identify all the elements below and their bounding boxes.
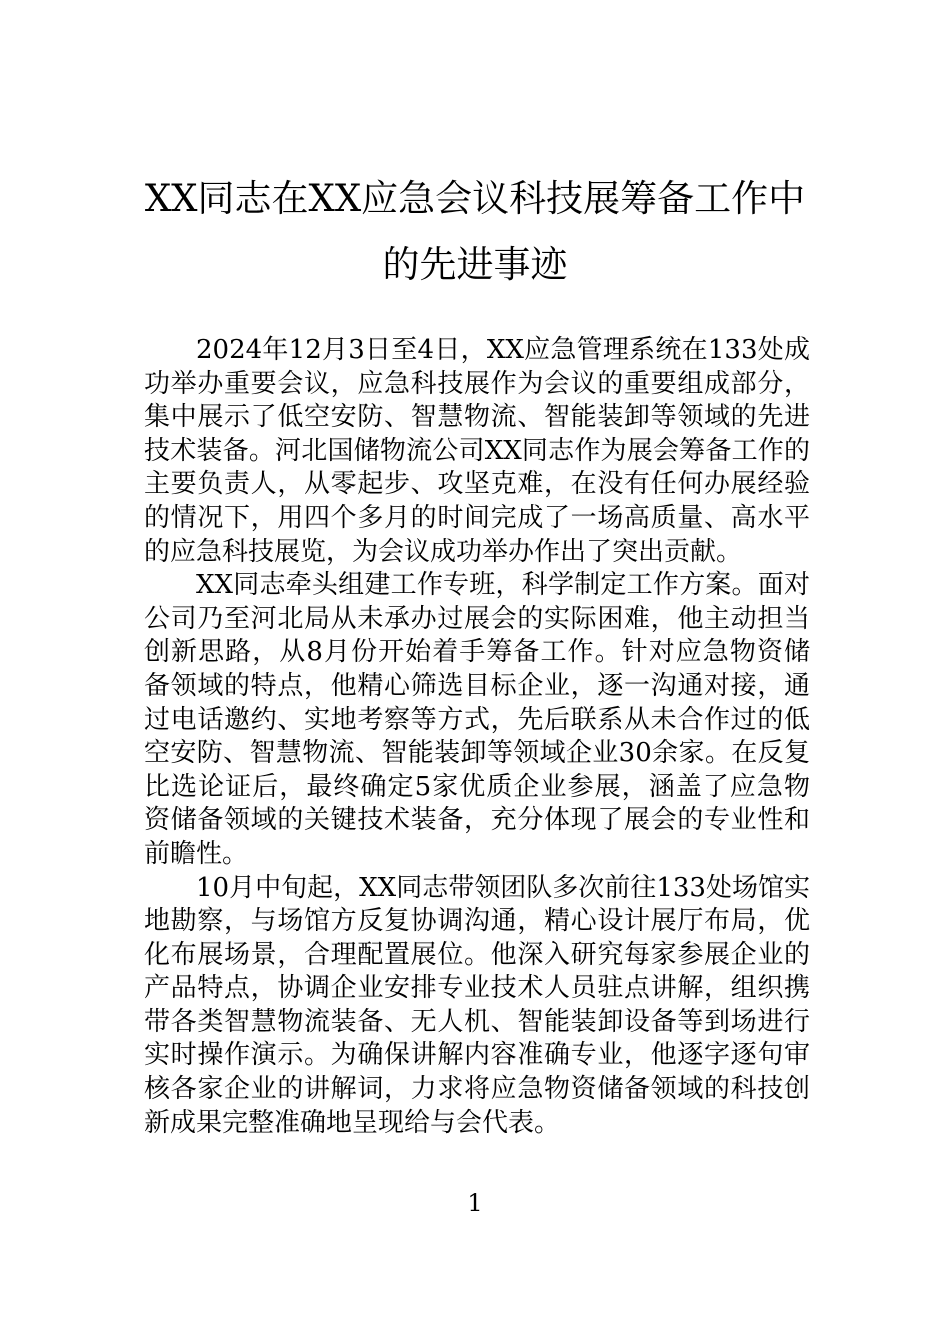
page-number: 1 <box>467 1189 483 1217</box>
paragraph-1: 2024年12月3日至4日，XX应急管理系统在133处成功举办重要会议，应急科技展作为会议的重要组成部分，集中展示了低空安防、智慧物流、智能装卸等领域的先进技术装备。河北国储物流公司XX同志作为展会筹备工作的主要负责人，从零起步、攻坚克难，在没有任何办展经验的情况下，用四个多月的时间完成了一场高质量、高水平的应急科技展览，为会议成功举办作出了突出贡献。 <box>144 335 810 567</box>
document-title <box>120 166 830 298</box>
paragraph-2: XX同志牵头组建工作专班，科学制定工作方案。面对公司乃至河北局从未承办过展会的实际困难，他主动担当创新思路，从8月份开始着手筹备工作。针对应急物资储备领域的特点，他精心筛选目标企业，逐一沟通对接，通过电话邀约、实地考察等方式，先后联系从未合作过的低空安防、智慧物流、智能装卸等领域企业30余家。在反复比选论证后，最终确定5家优质企业参展，涵盖了应急物资储备领域的关键技术装备，充分体现了展会的专业性和前瞻性。 <box>144 570 810 869</box>
title-line-2: 的先进事迹 <box>382 243 568 286</box>
document-body <box>144 334 810 1140</box>
title-line-1: XX同志在XX应急会议科技展筹备工作中 <box>144 177 806 220</box>
paragraph-3: 10月中旬起，XX同志带领团队多次前往133处场馆实地勘察，与场馆方反复协调沟通，精心设计展厅布局，优化布展场景，合理配置展位。他深入研究每家参展企业的产品特点，协调企业安排专业技术人员驻点讲解，组织携带各类智慧物流装备、无人机、智能装卸设备等到场进行实时操作演示。为确保讲解内容准确专业，他逐字逐句审核各家企业的讲解词，力求将应急物资储备领域的科技创新成果完整准确地呈现给与会代表。 <box>144 872 810 1138</box>
